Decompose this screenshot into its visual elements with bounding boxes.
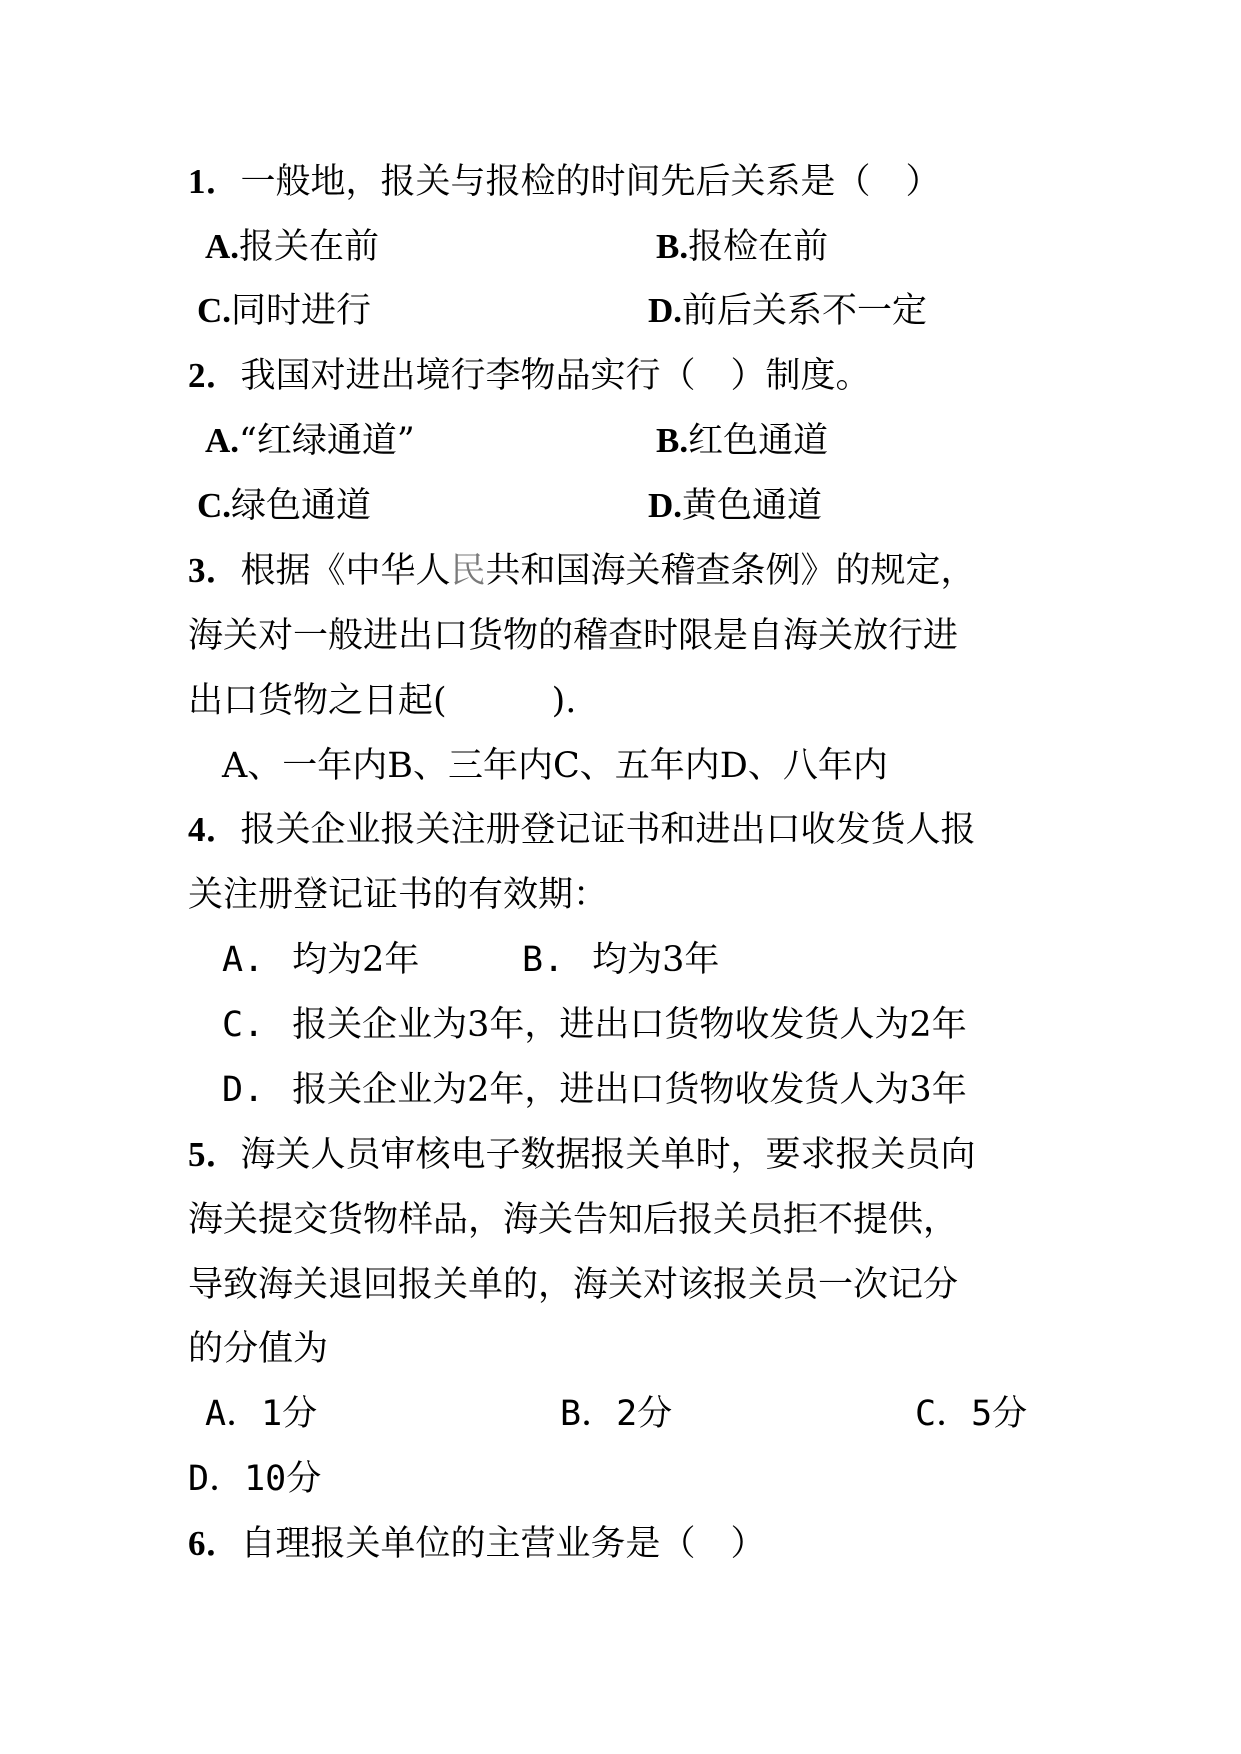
question-number: 6． bbox=[188, 1524, 241, 1563]
question-3-options bbox=[222, 744, 888, 788]
option-letter: C. bbox=[222, 1005, 265, 1045]
option-text: 报关企业为3年，进出口货物收发货人为2年 bbox=[292, 1005, 967, 1045]
question-text: 我国对进出境行李物品实行（ ）制度。 bbox=[240, 356, 871, 396]
question-1-stem bbox=[188, 160, 941, 204]
option-text: 10分 bbox=[244, 1459, 322, 1499]
question-2-stem bbox=[188, 354, 871, 398]
option-text: 报关企业为2年，进出口货物收发货人为3年 bbox=[292, 1070, 967, 1110]
question-number: 5． bbox=[188, 1135, 241, 1174]
question-4-option-b bbox=[522, 938, 719, 982]
option-text: 1分 bbox=[261, 1394, 318, 1434]
question-4-stem-line-2 bbox=[188, 873, 608, 917]
question-5-stem-line-3 bbox=[188, 1263, 958, 1307]
question-3-stem-line-1 bbox=[188, 549, 976, 593]
question-4-option-d bbox=[222, 1068, 967, 1112]
question-text: 共和国海关稽查条例》的规定， bbox=[485, 551, 976, 591]
question-number: 2． bbox=[188, 356, 241, 395]
question-text: 的分值为 bbox=[188, 1329, 329, 1369]
question-text: 导致海关退回报关单的，海关对该报关员一次记分 bbox=[188, 1265, 959, 1305]
question-1-option-c bbox=[197, 289, 371, 333]
options-text: A、一年内B、三年内C、五年内D、八年内 bbox=[222, 746, 888, 786]
option-text: 报关在前 bbox=[239, 227, 380, 267]
question-1-option-a bbox=[205, 225, 379, 269]
option-text: 5分 bbox=[971, 1394, 1028, 1434]
option-letter: D. bbox=[648, 486, 683, 525]
question-text-faded-char: 民 bbox=[450, 551, 486, 591]
option-letter: A. bbox=[205, 227, 240, 266]
option-text: 均为2年 bbox=[292, 940, 420, 980]
question-5-option-a bbox=[205, 1392, 317, 1436]
question-5-stem-line-1 bbox=[188, 1133, 976, 1177]
question-5-option-d bbox=[188, 1457, 321, 1501]
question-text: 一般地，报关与报检的时间先后关系是（ ） bbox=[240, 162, 941, 202]
option-text: 绿色通道 bbox=[231, 486, 372, 526]
option-text: 均为3年 bbox=[592, 940, 720, 980]
question-2-option-d bbox=[648, 484, 822, 528]
question-text: 出口货物之日起( ). bbox=[188, 681, 577, 721]
option-text: 2分 bbox=[616, 1394, 673, 1434]
question-number: 4． bbox=[188, 810, 241, 849]
option-letter: B. bbox=[656, 421, 689, 460]
option-letter: D. bbox=[222, 1070, 265, 1110]
question-1-option-d bbox=[648, 289, 927, 333]
question-5-stem-line-2 bbox=[188, 1198, 958, 1242]
question-5-option-b bbox=[560, 1392, 672, 1436]
question-2-option-b bbox=[656, 419, 828, 463]
option-text: 报检在前 bbox=[688, 227, 829, 267]
option-letter: D. bbox=[648, 291, 683, 330]
option-letter: A. bbox=[222, 940, 265, 980]
option-letter: D． bbox=[188, 1459, 245, 1499]
question-4-option-c bbox=[222, 1003, 967, 1047]
question-1-option-b bbox=[656, 225, 828, 269]
question-text: 根据《中华人 bbox=[240, 551, 451, 591]
option-text: 红色通道 bbox=[688, 421, 829, 461]
option-text: 同时进行 bbox=[231, 291, 372, 331]
option-letter: B． bbox=[560, 1394, 617, 1434]
option-letter: B. bbox=[522, 940, 565, 980]
question-4-option-a bbox=[222, 938, 419, 982]
question-number: 1． bbox=[188, 162, 241, 201]
question-2-option-c bbox=[197, 484, 371, 528]
question-6-stem bbox=[188, 1522, 766, 1566]
question-3-stem-line-2 bbox=[188, 614, 958, 658]
question-5-stem-line-4 bbox=[188, 1327, 328, 1371]
question-text: 关注册登记证书的有效期： bbox=[188, 875, 609, 915]
question-text: 海关人员审核电子数据报关单时，要求报关员向 bbox=[240, 1135, 976, 1175]
question-2-option-a bbox=[205, 419, 415, 463]
question-5-option-c bbox=[915, 1392, 1027, 1436]
option-letter: B. bbox=[656, 227, 689, 266]
question-text: 自理报关单位的主营业务是（ ） bbox=[240, 1524, 766, 1564]
option-text: 前后关系不一定 bbox=[682, 291, 928, 331]
option-letter: C. bbox=[197, 486, 232, 525]
option-text: “红绿通道” bbox=[239, 421, 415, 461]
option-letter: A. bbox=[205, 421, 240, 460]
question-text: 报关企业报关注册登记证书和进出口收发货人报 bbox=[240, 810, 976, 850]
question-3-stem-line-3 bbox=[188, 679, 576, 723]
question-text: 海关对一般进出口货物的稽查时限是自海关放行进 bbox=[188, 616, 959, 656]
question-number: 3． bbox=[188, 551, 241, 590]
question-4-stem-line-1 bbox=[188, 808, 976, 852]
question-text: 海关提交货物样品，海关告知后报关员拒不提供， bbox=[188, 1200, 959, 1240]
option-letter: C. bbox=[197, 291, 232, 330]
option-letter: A． bbox=[205, 1394, 262, 1434]
option-letter: C． bbox=[915, 1394, 972, 1434]
option-text: 黄色通道 bbox=[682, 486, 823, 526]
